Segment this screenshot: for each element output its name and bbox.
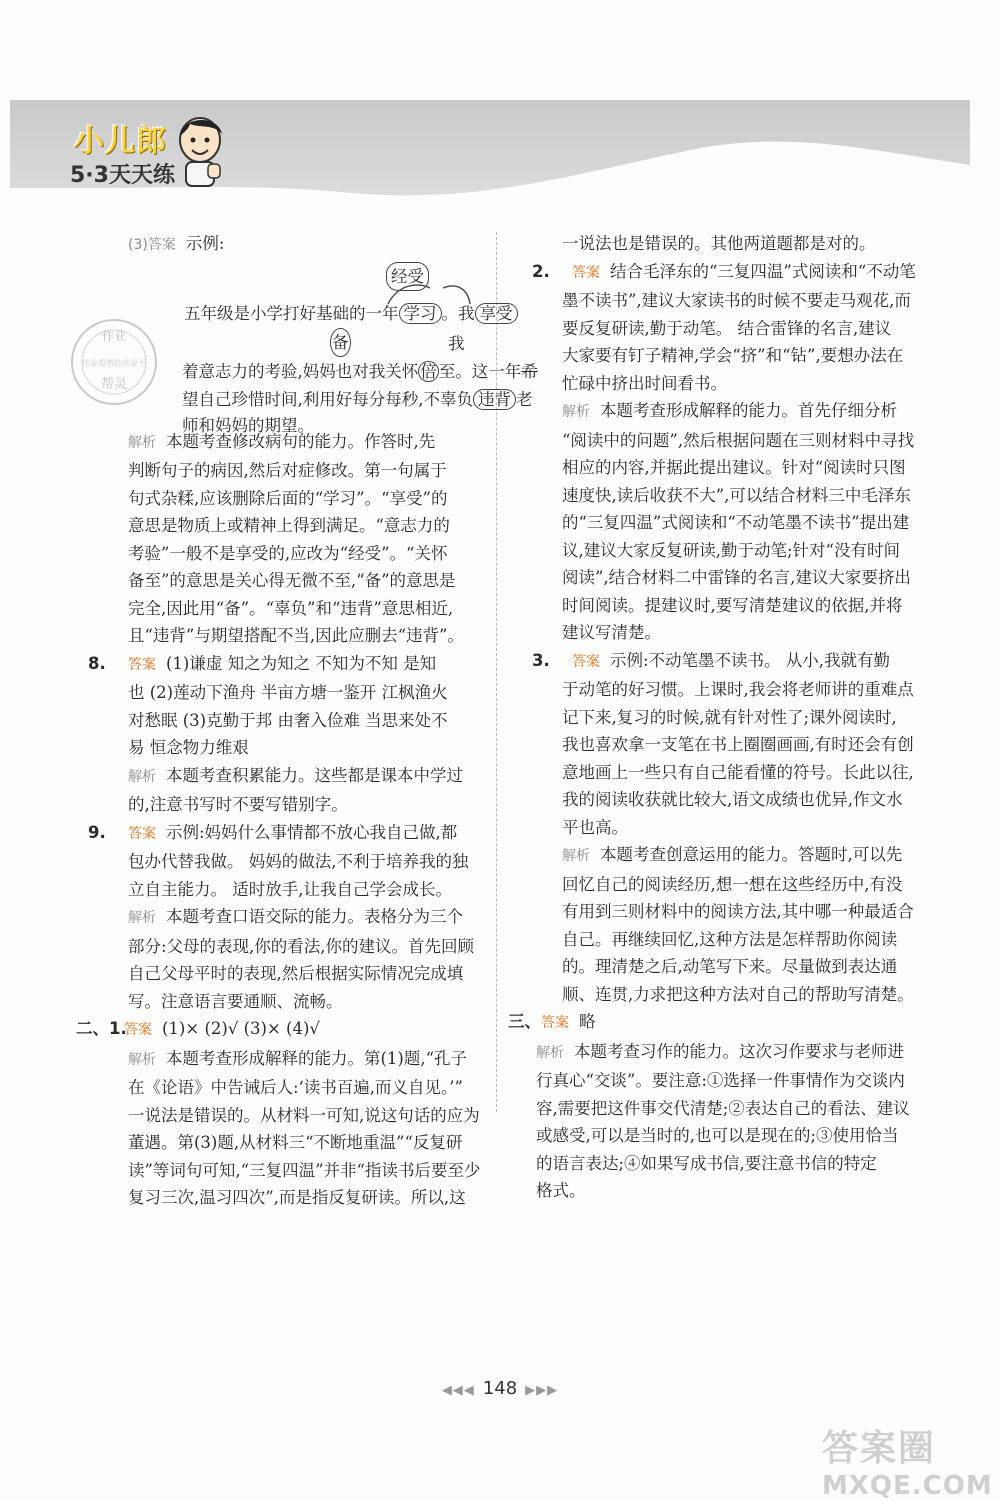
q9-analysis-line: 解析 本题考查口语交际的能力。表格分为三个 (128, 907, 463, 926)
q9-answer-line: 9. 答案 示例:妈妈什么事情都不放心我自己做,都 (88, 822, 458, 842)
page-number (0, 1378, 1000, 1399)
q2-answer-line: 忙碌中挤出时间看书。 (562, 373, 727, 393)
q3r-analysis-line: 自己。再继续回忆,这种方法是怎样帮助你阅读 (562, 929, 898, 949)
q2-analysis-line: 时间阅读。提建议时,要写清楚建议的依据,并将 (562, 595, 903, 615)
q8-analysis-line: 的,注意书写时不要写错别字。 (128, 795, 348, 814)
q9-analysis-line: 写。注意语言要通顺、流畅。 (128, 991, 343, 1011)
correction-bubble-jingshou: 经受 (386, 262, 429, 292)
q2-answer-line: 大家要有钉子精神,学会“挤”和“钻”,要想办法在 (562, 346, 904, 365)
correction-note-wo: 我 (448, 333, 465, 353)
q3r-analysis-line: 顺、连贯,力求把这种方法对自己的帮助写清楚。 (562, 984, 914, 1004)
s2q1-analysis-line: 在《论语》中告诫后人:‘读书百遍,而义自见。’” (128, 1078, 463, 1097)
q3-analysis-line: 且“违背”与期望搭配不当,因此应删去“违背”。 (128, 626, 464, 645)
q3-answer-line: 3. 答案 示例:不动笔墨不读书。 从小,我就有勤 (532, 650, 891, 670)
q2-answer-line: 墨不读书”,建议大家读书的时候不要走马观花,而 (562, 291, 911, 310)
q9-analysis-line: 部分:父母的表现,你的看法,你的建议。首先回顾 (128, 936, 475, 956)
q3r-analysis-line: 的。理清楚之后,动笔写下来。尽量做到表达通 (562, 957, 898, 976)
q2-analysis-line: 阅读”,结合材料二中雷锋的名言,建议大家要挤出 (562, 568, 911, 587)
q8-answer-line: 也 (2)莲动下渔舟 半亩方塘一鉴开 江枫渔火 (128, 683, 448, 702)
q3-answer-line: 我也喜欢拿一支笔在书上圈圈画画,有时还会有创 (562, 735, 914, 754)
edit-line-4: 师和妈妈的期望。 (182, 415, 314, 435)
q3-analysis-line: 备至”的意思是关心得无微不至,“备”的意思是 (128, 571, 456, 590)
s3-analysis-line: 容,需要把这件事交代清楚;②表达自己的看法、建议 (536, 1098, 910, 1118)
page-number-text: 148 (482, 1378, 518, 1399)
q3r-analysis-line: 解析 本题考查创意运用的能力。答题时,可以先 (562, 845, 903, 864)
s3-analysis-line: 解析 本题考查习作的能力。这次习作要求与老师进 (536, 1041, 904, 1061)
q3-analysis-line: 完全,因此用“备”。“辜负”和“违背”意思相近, (128, 598, 454, 618)
homework-stamp-icon (66, 314, 162, 410)
correction-note-bei: 备 (330, 328, 351, 358)
q2-analysis-line: 议,建议大家反复研读,勤于动笔;针对“没有时间 (562, 540, 900, 560)
svg-text:帮灵: 帮灵 (100, 376, 128, 392)
s2q1-answer-line: 二、1.答案 (1)× (2)√ (3)× (4)√ (76, 1019, 320, 1038)
s2q1-analysis-line: 一说法是错误的。从材料一可知,说这句话的应为 (128, 1105, 480, 1125)
left-column (76, 230, 538, 1212)
q2-analysis-line: 解析 本题考查形成解释的能力。首先仔细分析 (562, 401, 897, 420)
q8-answer-line: 8. 答案 (1)谦虚 知之为知之 不知为不知 是知 (88, 653, 437, 673)
right-column (508, 230, 922, 1205)
q2-analysis-line: 建议写清楚。 (562, 623, 661, 642)
q3r-analysis-line: 回忆自己的阅读经历,想一想在这些经历中,有没 (562, 874, 903, 894)
s3-answer-line: 三、答案 略 (508, 1012, 596, 1031)
s2q1-analysis-line: 读”等词句可知,“三复四温”并非“指读书后要至少 (128, 1160, 481, 1180)
q2-analysis-line: 相应的内容,并据此提出建议。针对“阅读时只图 (562, 458, 906, 477)
q3-answer-line: 记下来,复习的时候,就有针对性了;课外阅读时, (562, 707, 897, 727)
prev-arrows-icon: ◀◀◀ (441, 1383, 475, 1398)
site-watermark: 答案圈 MXQE.COM (822, 1428, 993, 1501)
q3r-analysis-line: 有用到三则材料中的阅读方法,其中哪一种最适合 (562, 902, 914, 921)
q3-answer-line: 意地画上一些只有自己能看懂的符号。长此以往, (562, 762, 914, 782)
q3-analysis-line: 意思是物质上或精神上得到满足。“意志力的 (128, 516, 450, 535)
edit-line-3: 望自己珍惜时间,利用好每分每秒,不辜负 违背 老 (182, 389, 533, 409)
s3-analysis-line: 或感受,可以是当时的,也可以是现在的;③使用恰当 (536, 1126, 899, 1145)
continued-line: 一说法也是错误的。其他两道题都是对的。 (562, 234, 876, 253)
next-arrows-icon: ▶▶▶ (525, 1383, 559, 1398)
s2q1-analysis-line: 解析 本题考查形成解释的能力。第(1)题,“孔子 (128, 1048, 468, 1068)
q3-answer-line: 平也高。 (562, 817, 628, 837)
q3-analysis-line: 句式杂糅,应该删除后面的“学习”。“享受”的 (128, 488, 448, 508)
svg-text:作业: 作业 (101, 328, 127, 343)
mascot-boy-icon (170, 110, 230, 190)
s2q1-analysis-line: 董遇。第(3)题,从材料三“不断地重温”“反复研 (128, 1133, 463, 1152)
q9-analysis-line: 自己父母平时的表现,然后根据实际情况完成填 (128, 964, 464, 983)
q9-answer-line: 立自主能力。 适时放手,让我自己学会成长。 (128, 879, 452, 899)
s3-analysis-line: 行真心“交谈”。要注意:①选择一件事情作为交谈内 (536, 1071, 905, 1090)
svg-text:作业帮帮你作业不: 作业帮帮你作业不 (82, 358, 146, 368)
edit-line-1: 五年级是小学打好基础的一年 学习 。我 享受 (184, 300, 518, 328)
q8-answer-line: 对愁眠 (3)克勤于邦 由奢入俭难 当思来处不 (128, 710, 448, 730)
s3-analysis-line: 格式。 (536, 1181, 586, 1200)
q2-analysis-line: 速度快,读后收获不大”,可以结合材料三中毛泽东 (562, 485, 911, 505)
q3-analysis-line: 解析 本题考查修改病句的能力。作答时,先 (128, 431, 436, 451)
edit-line-2: 着意志力的考验,妈妈也对我关怀 倍 至。这一年希 (182, 361, 538, 381)
q2-analysis-line: 的“三复四温”式阅读和“不动笔墨不读书”提出建 (562, 513, 910, 532)
brand-subtitle: 5·3天天练 (70, 163, 175, 188)
sentence-correction-figure (78, 262, 538, 435)
brand-logo-text: 小儿郎 (74, 124, 167, 159)
q3-answer-line: 我的阅读收获就比较大,语文成绩也优异,作文水 (562, 790, 903, 809)
s3-analysis-line: 的语言表达;④如果写成书信,要注意书信的特定 (536, 1153, 877, 1173)
q2-analysis-line: “阅读中的问题”,然后根据问题在三则材料中寻找 (562, 430, 915, 450)
q8-answer-line: 易 恒念物力维艰 (128, 738, 249, 757)
q9-answer-line: 包办代替我做。 妈妈的做法,不利于培养我的独 (128, 852, 469, 871)
q3-analysis-line: 判断句子的病因,然后对症修改。第一句属于 (128, 461, 447, 480)
q3-analysis-line: 考验”一般不是享受的,应改为“经受”。“关怀 (128, 543, 448, 563)
q8-analysis-line: 解析 本题考查积累能力。这些都是课本中学过 (128, 765, 463, 785)
q2-answer-line: 2. 答案 结合毛泽东的“三复四温”式阅读和“不动笔 (532, 261, 916, 281)
s2q1-analysis-line: 复习三次,温习四次”,而是指反复研读。所以,这 (128, 1188, 466, 1207)
q3-header: (3)答案 示例: (128, 234, 225, 253)
q3-answer-line: 于动笔的好习惯。上课时,我会将老师讲的重难点 (562, 680, 914, 699)
q2-answer-line: 要反复研读,勤于动笔。 结合雷锋的名言,建议 (562, 318, 892, 338)
